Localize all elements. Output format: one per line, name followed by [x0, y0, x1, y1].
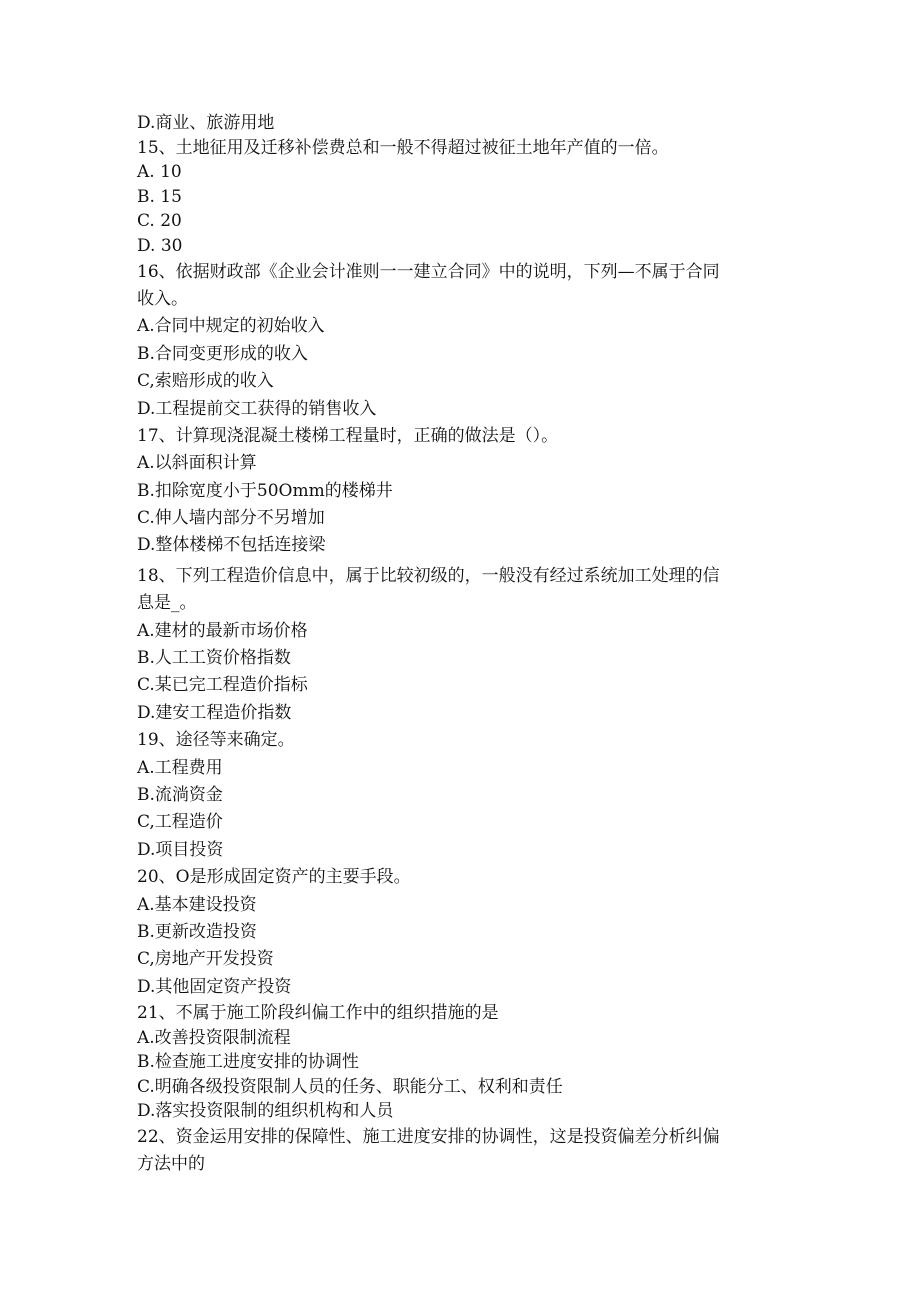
- option-line: C.明确各级投资限制人员的任务、职能分工、权利和责任: [137, 1076, 563, 1097]
- question-line: 16、依据财政部《企业会计准则一一建立合同》中的说明，下列—不属于合同: [137, 261, 720, 282]
- question-line: 21、不属于施工阶段纠偏工作中的组织措施的是: [137, 1003, 499, 1024]
- option-line: A.合同中规定的初始收入: [137, 316, 325, 337]
- question-line: 20、O是形成固定资产的主要手段。: [137, 867, 411, 888]
- question-line: 15、土地征用及迁移补偿费总和一般不得超过被征土地年产值的一倍。: [137, 137, 669, 158]
- option-line: A.工程费用: [137, 757, 223, 778]
- option-line: A. 10: [137, 162, 182, 183]
- question-line: 19、途径等来确定。: [137, 730, 295, 751]
- option-line: B. 15: [137, 186, 182, 207]
- option-line: B.合同变更形成的收入: [137, 343, 308, 364]
- option-line: C,工程造价: [137, 812, 223, 833]
- option-line: D.整体楼梯不包括连接梁: [137, 535, 326, 556]
- option-line: D.工程提前交工获得的销售收入: [137, 398, 377, 419]
- option-line: C. 20: [137, 211, 182, 232]
- question-line: 22、资金运用安排的保障性、施工进度安排的协调性，这是投资偏差分析纠偏: [137, 1127, 720, 1148]
- question-line: 18、下列工程造价信息中，属于比较初级的，一般没有经过系统加工处理的信: [137, 565, 720, 586]
- question-line: 收入。: [137, 288, 188, 309]
- option-line: D.项目投资: [137, 839, 224, 860]
- option-line: B.更新改造投资: [137, 921, 257, 942]
- question-line: 17、计算现浇混凝土楼梯工程量时，正确的做法是（）。: [137, 425, 559, 446]
- option-line: C.伸人墙内部分不另增加: [137, 508, 325, 529]
- option-line: A.基本建设投资: [137, 894, 257, 915]
- option-line: C.某已完工程造价指标: [137, 675, 308, 696]
- option-line: C,房地产开发投资: [137, 949, 274, 970]
- option-line: B.人工工资价格指数: [137, 648, 291, 669]
- option-line: A.改善投资限制流程: [137, 1027, 291, 1048]
- option-line: D. 30: [137, 235, 183, 256]
- question-line: 息是_。: [137, 593, 197, 614]
- option-line: D.建安工程造价指数: [137, 702, 292, 723]
- document-body: [137, 111, 787, 1179]
- option-line: A.建材的最新市场价格: [137, 620, 308, 641]
- option-line: C,索赔形成的收入: [137, 371, 274, 392]
- option-line: D.其他固定资产投资: [137, 976, 292, 997]
- option-line: B.流淌资金: [137, 784, 223, 805]
- question-line: 方法中的: [137, 1154, 205, 1175]
- option-line: A.以斜面积计算: [137, 453, 257, 474]
- option-line: D.落实投资限制的组织机构和人员: [137, 1101, 394, 1122]
- option-line: B.检查施工进度安排的协调性: [137, 1052, 359, 1073]
- option-line: D.商业、旅游用地: [137, 113, 275, 133]
- option-line: B.扣除宽度小于50Omm的楼梯井: [137, 480, 393, 501]
